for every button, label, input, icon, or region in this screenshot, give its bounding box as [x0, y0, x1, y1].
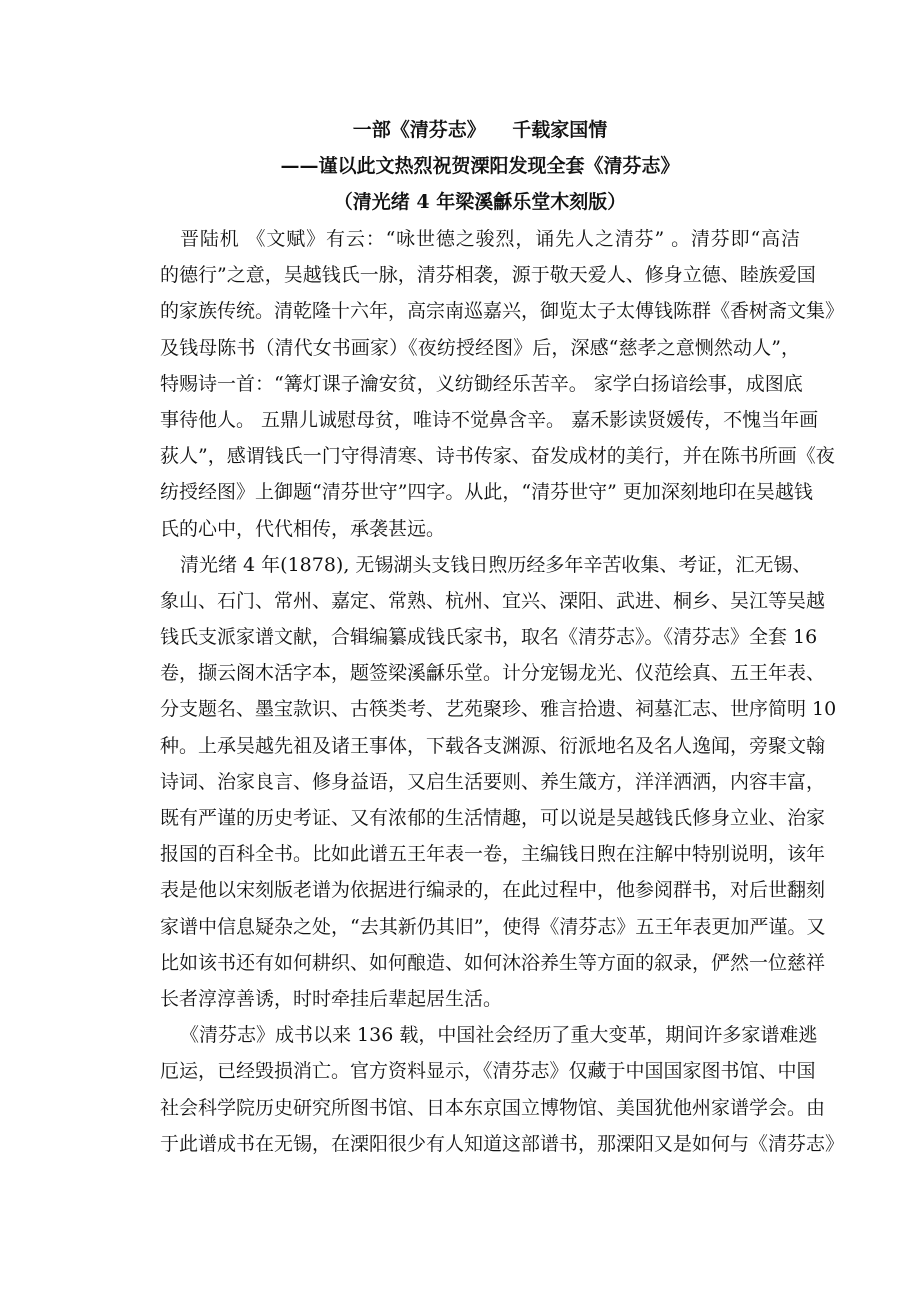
paragraph — [160, 550, 837, 1020]
text-line: 及钱母陈书（清代女书画家）《夜纺授经图》后，深感“慈孝之意恻然动人”， — [160, 336, 800, 359]
text-line: 的德行”之意，吴越钱氏一脉，清芬相袭，源于敬天爱人、修身立德、睦族爱国 — [160, 264, 816, 287]
text-line: 厄运，已经毁损消亡。官方资料显示，《清芬志》仅藏于中国国家图书馆、中国 — [160, 1060, 816, 1083]
document-page — [160, 116, 845, 1165]
text-line: 纺授经图》上御题“清芬世守”四字。从此，“清芬世守” 更加深刻地印在吴越钱 — [160, 481, 813, 504]
text-line: 报国的百科全书。比如此谱五王年表一卷，主编钱日煦在注解中特别说明，该年 — [160, 843, 826, 866]
text-line: 表是他以宋刻版老谱为依据进行编录的，在此过程中，他参阅群书，对后世翻刻 — [160, 879, 826, 902]
text-line: 钱氏支派家谱文献，合辑编纂成钱氏家书，取名《清芬志》。《清芬志》全套 16 — [160, 626, 818, 649]
paragraph — [160, 224, 845, 550]
text-line: 晋陆机 《文赋》有云：“咏世德之骏烈，诵先人之清芬” 。清芬即“高洁 — [180, 228, 800, 250]
title-subtitle: ——谨以此文热烈祝贺溧阳发现全套《清芬志》 — [280, 155, 680, 177]
paragraph — [160, 1020, 845, 1165]
text-line: 象山、石门、常州、嘉定、常熟、杭州、宜兴、溧阳、武进、桐乡、吴江等吴越 — [160, 589, 826, 612]
text-line: 特赐诗一首：“篝灯课子瀹安贫，义纺锄经乐苦辛。 家学白扬谙绘事，成图底 — [160, 372, 803, 395]
text-line: 种。上承吴越先祖及诸王事体，下载各支渊源、衍派地名及名人逸闻，旁聚文翰 — [160, 734, 826, 757]
text-line: 既有严谨的历史考证、又有浓郁的生活情趣，可以说是吴越钱氏修身立业、治家 — [160, 807, 826, 829]
text-line: 清光绪 4 年(1878), 无锡湖头支钱日煦历经多年辛苦收集、考证，汇无锡、 — [180, 553, 812, 576]
text-line: 事待他人。 五鼎儿诚慰母贫，唯诗不觉鼻含辛。 嘉禾影读贤媛传，不愧当年画 — [160, 408, 819, 431]
text-line: 长者淳淳善诱，时时牵挂后辈起居生活。 — [160, 987, 503, 1010]
text-line: 比如该书还有如何耕织、如何酿造、如何沐浴养生等方面的叙录，俨然一位慈祥 — [160, 951, 826, 974]
text-line: 氏的心中，代代相传，承袭甚远。 — [160, 517, 446, 540]
text-line: 于此谱成书在无锡，在溧阳很少有人知道这部谱书，那溧阳又是如何与《清芬志》 — [160, 1132, 845, 1155]
article-body — [160, 224, 845, 1165]
text-line: 诗词、治家良言、修身益语，又启生活要则、养生箴方，洋洋洒洒，内容丰富， — [160, 770, 826, 793]
title-main: 一部《清芬志》 千载家国情 — [352, 119, 608, 141]
text-line: 家谱中信息疑杂之处，“去其新仍其旧”，使得《清芬志》五王年表更加严谨。又 — [160, 915, 826, 938]
title-edition: （清光绪 4 年梁溪龢乐堂木刻版） — [333, 191, 627, 213]
text-line: 分支题名、墨宝款识、古筷类考、艺苑聚珍、雅言拾遗、祠墓汇志、世序简明 10 — [160, 698, 837, 721]
text-line: 社会科学院历史研究所图书馆、日本东京国立博物馆、美国犹他州家谱学会。由 — [160, 1096, 826, 1119]
text-line: 的家族传统。清乾隆十六年，高宗南巡嘉兴，御览太子太傅钱陈群《香树斋文集》 — [160, 300, 845, 323]
text-line: 荻人”，感谓钱氏一门守得清寒、诗书传家、奋发成材的美行，并在陈书所画《夜 — [160, 445, 835, 468]
text-line: 卷，撷云阁木活字本，题签梁溪龢乐堂。计分宠锡龙光、仪范绘真、五王年表、 — [160, 662, 826, 685]
text-line: 《清芬志》成书以来 136 载，中国社会经历了重大变革，期间许多家谱难逃 — [180, 1024, 818, 1047]
